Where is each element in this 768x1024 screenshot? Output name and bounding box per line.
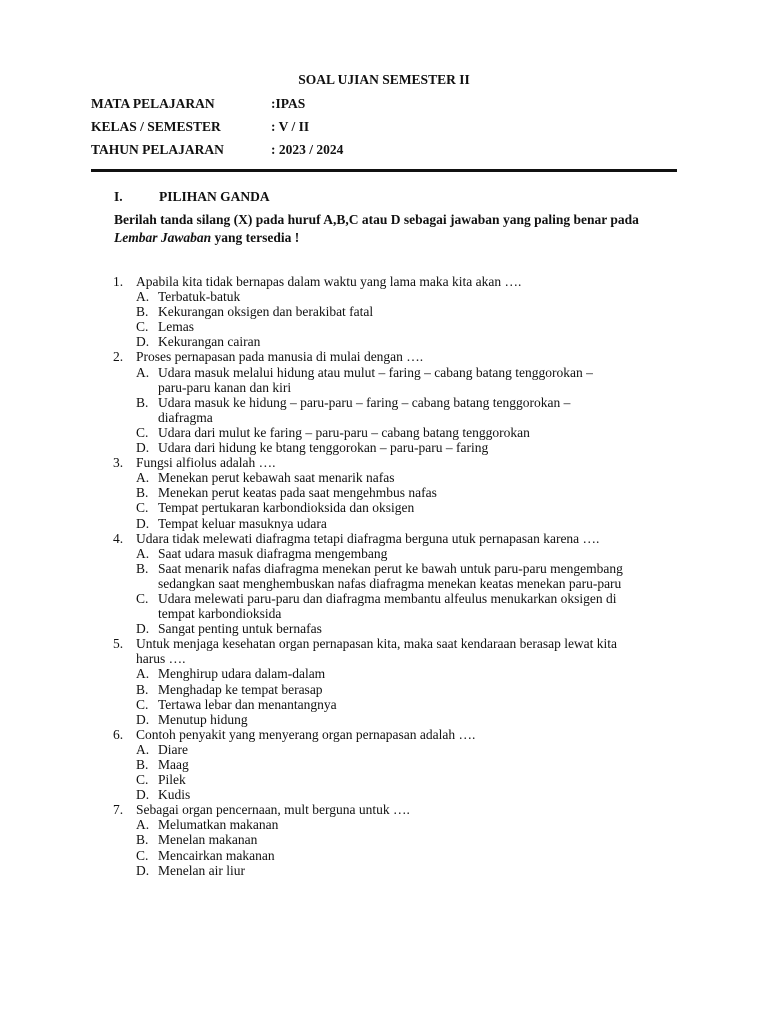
option-letter: C. bbox=[136, 500, 149, 516]
option-letter: C. bbox=[136, 847, 149, 863]
answer-option bbox=[0, 666, 768, 681]
option-text: Pilek bbox=[158, 772, 186, 788]
question-text: Sebagai organ pencernaan, mult berguna untuk …. bbox=[136, 802, 410, 818]
option-letter: A. bbox=[136, 470, 150, 486]
option-text: diafragma bbox=[158, 409, 213, 425]
answer-option bbox=[0, 621, 768, 636]
question-line bbox=[0, 455, 768, 470]
answer-option bbox=[0, 319, 768, 334]
answer-option bbox=[0, 516, 768, 531]
question-number: 5. bbox=[113, 636, 124, 652]
question-text: Apabila kita tidak bernapas dalam waktu yang lama maka kita akan …. bbox=[136, 274, 522, 289]
question-line bbox=[0, 349, 768, 364]
option-text: Saat udara masuk diafragma mengembang bbox=[158, 545, 388, 561]
answer-option bbox=[0, 697, 768, 712]
option-text: Menutup hidung bbox=[158, 711, 248, 727]
option-text: Kekurangan cairan bbox=[158, 334, 261, 350]
option-letter: D. bbox=[136, 711, 150, 727]
question-number: 6. bbox=[113, 726, 124, 742]
option-letter: B. bbox=[136, 304, 149, 320]
option-text: Mencairkan makanan bbox=[158, 847, 275, 863]
option-letter: C. bbox=[136, 424, 149, 440]
answer-option bbox=[0, 304, 768, 319]
instruction-part-2: yang tersedia ! bbox=[211, 230, 300, 245]
answer-option bbox=[0, 500, 768, 515]
question-number: 7. bbox=[113, 802, 124, 818]
option-letter: A. bbox=[136, 741, 150, 757]
answer-option bbox=[0, 334, 768, 349]
answer-option bbox=[0, 380, 768, 395]
option-text: Udara masuk ke hidung – paru-paru – faring – cabang batang tenggorokan – bbox=[158, 394, 571, 410]
answer-option bbox=[0, 546, 768, 561]
answer-option bbox=[0, 576, 768, 591]
option-letter: A. bbox=[136, 364, 150, 380]
question-number: 1. bbox=[113, 274, 124, 289]
option-letter: B. bbox=[136, 485, 149, 501]
option-letter: A. bbox=[136, 545, 150, 561]
option-letter: B. bbox=[136, 681, 149, 697]
option-letter: A. bbox=[136, 817, 150, 833]
answer-option bbox=[0, 365, 768, 380]
answer-option bbox=[0, 410, 768, 425]
instruction-text bbox=[114, 211, 674, 247]
instruction-part-1: Berilah tanda silang (X) pada huruf A,B,C atau D sebagai jawaban yang paling benar pada bbox=[114, 212, 639, 227]
answer-option bbox=[0, 606, 768, 621]
question-line bbox=[0, 636, 768, 651]
option-text: Lemas bbox=[158, 319, 194, 335]
answer-option bbox=[0, 289, 768, 304]
answer-option bbox=[0, 787, 768, 802]
option-text: Diare bbox=[158, 741, 188, 757]
option-text: Udara masuk melalui hidung atau mulut – faring – cabang batang tenggorokan – bbox=[158, 364, 593, 380]
question-line bbox=[0, 802, 768, 817]
answer-option bbox=[0, 817, 768, 832]
meta-label: MATA PELAJARAN bbox=[91, 96, 215, 111]
answer-option bbox=[0, 470, 768, 485]
option-letter: D. bbox=[136, 440, 150, 456]
answer-option bbox=[0, 742, 768, 757]
option-text: Kudis bbox=[158, 787, 191, 803]
answer-option bbox=[0, 591, 768, 606]
option-text: Tempat pertukaran karbondioksida dan oksigen bbox=[158, 500, 415, 516]
option-letter: A. bbox=[136, 666, 150, 682]
question-list bbox=[0, 274, 768, 878]
option-letter: B. bbox=[136, 560, 149, 576]
option-letter: D. bbox=[136, 862, 150, 878]
meta-label: KELAS / SEMESTER bbox=[91, 119, 221, 134]
header-divider bbox=[91, 169, 677, 172]
answer-option bbox=[0, 561, 768, 576]
answer-option bbox=[0, 832, 768, 847]
question-line bbox=[0, 274, 768, 289]
question-text: Udara tidak melewati diafragma tetapi diafragma berguna utuk pernapasan karena …. bbox=[136, 530, 600, 546]
question-number: 4. bbox=[113, 530, 124, 546]
instruction-emphasis: Lembar Jawaban bbox=[114, 230, 212, 245]
option-text: Terbatuk-batuk bbox=[158, 289, 241, 305]
answer-option bbox=[0, 395, 768, 410]
option-letter: B. bbox=[136, 394, 149, 410]
option-letter: D. bbox=[136, 515, 150, 531]
option-text: tempat karbondioksida bbox=[158, 606, 282, 622]
option-text: Menghirup udara dalam-dalam bbox=[158, 666, 326, 682]
option-letter: C. bbox=[136, 696, 149, 712]
option-letter: A. bbox=[136, 289, 150, 305]
option-text: Sangat penting untuk bernafas bbox=[158, 621, 322, 637]
question-number: 2. bbox=[113, 349, 124, 365]
option-text: Tertawa lebar dan menantangnya bbox=[158, 696, 337, 712]
option-text: paru-paru kanan dan kiri bbox=[158, 379, 292, 395]
question-number: 3. bbox=[113, 455, 124, 471]
question-text: harus …. bbox=[136, 651, 186, 667]
option-letter: B. bbox=[136, 757, 149, 772]
answer-option bbox=[0, 848, 768, 863]
option-letter: D. bbox=[136, 621, 150, 637]
option-text: Udara dari hidung ke btang tenggorokan – paru-paru – faring bbox=[158, 440, 489, 456]
option-letter: D. bbox=[136, 787, 150, 803]
page-title: SOAL UJIAN SEMESTER II bbox=[298, 72, 470, 87]
answer-option bbox=[0, 757, 768, 772]
option-letter: C. bbox=[136, 772, 149, 788]
option-text: Tempat keluar masuknya udara bbox=[158, 515, 327, 531]
question-text: Contoh penyakit yang menyerang organ pernapasan adalah …. bbox=[136, 726, 476, 742]
answer-option bbox=[0, 863, 768, 878]
option-text: Kekurangan oksigen dan berakibat fatal bbox=[158, 304, 374, 320]
question-line bbox=[0, 531, 768, 546]
meta-value: :IPAS bbox=[271, 96, 306, 111]
answer-option bbox=[0, 425, 768, 440]
meta-value: : 2023 / 2024 bbox=[271, 142, 344, 157]
answer-option bbox=[0, 682, 768, 697]
question-text: Untuk menjaga kesehatan organ pernapasan kita, maka saat kendaraan berasap lewat kita bbox=[136, 636, 618, 652]
option-text: Menelan air liur bbox=[158, 862, 245, 878]
option-text: Maag bbox=[158, 757, 189, 772]
option-text: Menekan perut keatas pada saat mengehmbus nafas bbox=[158, 485, 437, 501]
answer-option bbox=[0, 485, 768, 500]
option-letter: B. bbox=[136, 832, 149, 848]
option-text: Menekan perut kebawah saat menarik nafas bbox=[158, 470, 395, 486]
option-text: Udara dari mulut ke faring – paru-paru – cabang batang tenggorokan bbox=[158, 424, 530, 440]
answer-option bbox=[0, 712, 768, 727]
question-line bbox=[0, 651, 768, 666]
meta-label: TAHUN PELAJARAN bbox=[91, 142, 224, 157]
option-letter: D. bbox=[136, 334, 150, 350]
option-text: Menghadap ke tempat berasap bbox=[158, 681, 323, 697]
question-line bbox=[0, 727, 768, 742]
option-text: Udara melewati paru-paru dan diafragma membantu alfeulus menukarkan oksigen di bbox=[158, 590, 617, 606]
option-text: Saat menarik nafas diafragma menekan perut ke bawah untuk paru-paru mengembang bbox=[158, 560, 623, 576]
option-letter: C. bbox=[136, 319, 149, 335]
answer-option bbox=[0, 772, 768, 787]
answer-option bbox=[0, 440, 768, 455]
option-text: Melumatkan makanan bbox=[158, 817, 279, 833]
option-letter: C. bbox=[136, 590, 149, 606]
section-number: I. bbox=[114, 189, 123, 204]
meta-value: : V / II bbox=[271, 119, 310, 134]
option-text: Menelan makanan bbox=[158, 832, 258, 848]
question-text: Fungsi alfiolus adalah …. bbox=[136, 455, 276, 471]
section-title: PILIHAN GANDA bbox=[159, 189, 270, 204]
option-text: sedangkan saat menghembuskan nafas diafragma menekan keatas menekan paru-paru bbox=[158, 575, 622, 591]
question-text: Proses pernapasan pada manusia di mulai dengan …. bbox=[136, 349, 424, 365]
